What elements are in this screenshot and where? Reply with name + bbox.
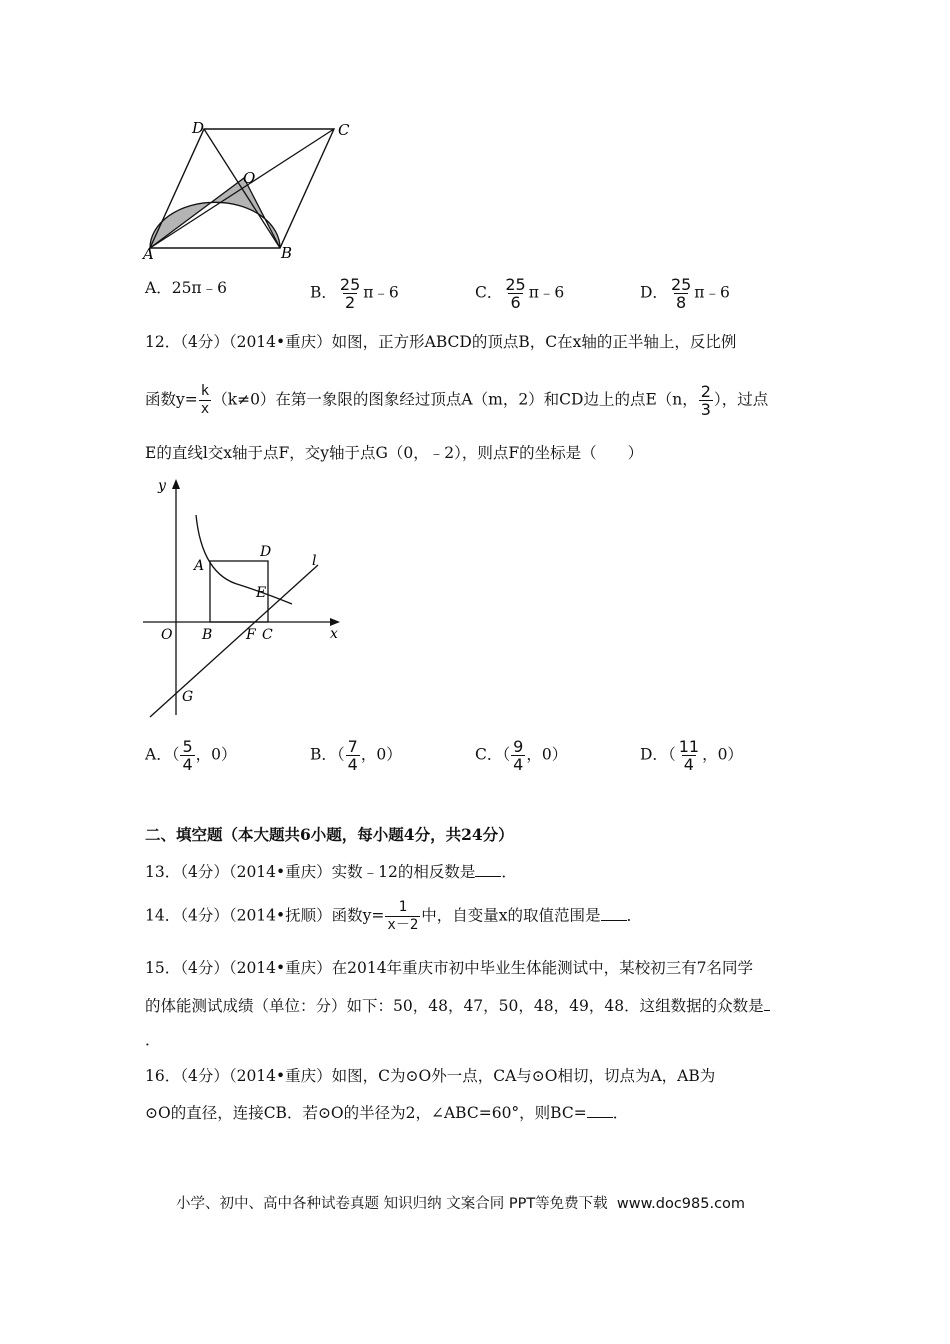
q11-label-a: A xyxy=(143,245,154,263)
q11-option-b-numerator: 25 xyxy=(339,275,361,294)
q12-option-b-numerator: 7 xyxy=(347,737,358,756)
q12-label-f: F xyxy=(246,627,256,643)
q12-label-x: x xyxy=(330,626,338,642)
q12-option-a-close: ，0） xyxy=(195,745,237,764)
q11-option-c-tail: π﹣6 xyxy=(528,283,565,302)
q13-text: 13．（4分）（2014•重庆）实数﹣12的相反数是 xyxy=(145,863,476,881)
q12-label-o: O xyxy=(161,627,173,643)
q12-option-c-close: ，0） xyxy=(526,745,568,764)
q11-label-c: C xyxy=(338,121,350,139)
q12-option-b-denominator: 4 xyxy=(347,755,358,774)
footer-site-link[interactable]: www.doc985.com xyxy=(616,1196,746,1212)
q14-numerator: 1 xyxy=(398,899,408,915)
q12-option-c[interactable] xyxy=(475,738,567,773)
q11-option-c-numerator: 25 xyxy=(505,275,526,294)
q12-option-d-open: （ xyxy=(667,745,676,764)
q12-line-1: 12．（4分）（2014•重庆）如图，正方形ABCD的顶点B，C在x轴的正半轴上，反比例 xyxy=(145,333,737,351)
q12-figure xyxy=(140,475,360,725)
q14-answer-blank[interactable] xyxy=(601,906,627,921)
q12-line-3: E的直线l交x轴于点F，交y轴于点G（0，﹣2），则点F的坐标是（ ） xyxy=(145,444,644,462)
q11-option-c-fraction xyxy=(503,276,527,311)
q12-line-2-part-b: （k≠0）在第一象限的图象经过顶点A（m，2）和CD边上的点E（n， xyxy=(212,390,698,409)
q11-option-b-fraction xyxy=(338,276,362,311)
q15-line-1: 15．（4分）（2014•重庆）在2014年重庆市初中毕业生体能测试中，某校初三有7名同学 xyxy=(145,959,753,977)
q12-option-d-fraction xyxy=(677,738,701,773)
q13 xyxy=(145,862,517,882)
q12-option-c-open: （ xyxy=(502,745,511,764)
q11-option-d-numerator: 25 xyxy=(670,275,692,294)
q11-option-a[interactable] xyxy=(145,278,227,298)
q12-label-y: y xyxy=(158,478,166,494)
q12-option-a-denominator: 4 xyxy=(182,755,193,774)
q12-option-a-numerator: 5 xyxy=(182,737,193,756)
q12-option-a-fraction xyxy=(180,738,194,773)
q12-fraction-x-denominator: x xyxy=(200,401,210,417)
q11-option-c[interactable] xyxy=(475,276,564,311)
q12-label-g: G xyxy=(182,689,194,705)
q12-option-b-letter: B． xyxy=(310,745,337,764)
q12-option-c-denominator: 4 xyxy=(513,755,524,774)
q12-option-b[interactable] xyxy=(310,738,402,773)
q12-label-l: l xyxy=(312,553,317,569)
q12-label-d: D xyxy=(260,544,272,560)
q12-option-d-denominator: 4 xyxy=(683,755,694,774)
q11-option-b-denominator: 2 xyxy=(344,293,356,312)
q16-end: ． xyxy=(612,1104,629,1122)
q14-text-b: 中，自变量x的取值范围是 xyxy=(421,906,601,925)
q11-option-d[interactable] xyxy=(640,276,730,311)
q11-shaded-region xyxy=(150,178,280,248)
q11-diagonal-bd xyxy=(204,129,280,248)
q12-label-c: C xyxy=(262,627,273,643)
q14-denominator: x－2 xyxy=(387,917,419,933)
q15-answer-blank[interactable] xyxy=(764,996,770,1011)
q14-fraction xyxy=(385,899,420,934)
q12-fraction-k-numerator: k xyxy=(200,383,210,399)
q12-fraction-two-thirds xyxy=(699,383,713,418)
q14-text-a: 14．（4分）（2014•抚顺）函数y= xyxy=(145,906,385,925)
q11-option-c-letter: C． xyxy=(475,283,503,302)
q11-option-b[interactable] xyxy=(310,276,399,311)
q15-line-3: ． xyxy=(145,1031,161,1049)
page-footer xyxy=(176,1192,745,1213)
q12-option-d-close: ，0） xyxy=(702,745,743,764)
q16-line-2-text: ⊙O的直径，连接CB．若⊙O的半径为2，∠ABC=60°，则BC= xyxy=(145,1104,587,1122)
q16-answer-blank[interactable] xyxy=(587,1103,613,1118)
q12-fraction-2-numerator: 2 xyxy=(700,382,711,401)
q12-x-axis-arrow xyxy=(330,618,340,626)
q12-label-a: A xyxy=(194,558,205,574)
q11-option-c-denominator: 6 xyxy=(510,293,521,312)
q12-label-b: B xyxy=(202,627,213,643)
q12-option-a-open: （ xyxy=(171,745,180,764)
q16-line-2 xyxy=(145,1103,628,1123)
q11-label-o: O xyxy=(243,169,256,187)
q16-line-1: 16．（4分）（2014•重庆）如图，C为⊙O外一点，CA与⊙O相切，切点为A，AB为 xyxy=(145,1067,716,1085)
q12-line-2-part-a: 函数y= xyxy=(145,390,198,409)
q11-option-a-expr: 25π﹣6 xyxy=(171,279,227,297)
q12-option-d-numerator: 11 xyxy=(678,737,700,756)
section-2-heading: 二、填空题（本大题共6小题，每小题4分，共24分） xyxy=(145,825,514,844)
q12-fraction-3-denominator: 3 xyxy=(700,400,711,419)
q12-line-2 xyxy=(145,383,768,418)
q12-y-axis-arrow xyxy=(172,479,180,489)
q13-answer-blank[interactable] xyxy=(475,862,501,877)
q11-option-d-fraction xyxy=(669,276,693,311)
q12-option-a[interactable] xyxy=(145,738,237,773)
q12-option-b-fraction xyxy=(346,738,360,773)
q11-option-a-letter: A． xyxy=(145,279,172,297)
q11-option-b-letter: B． xyxy=(310,283,337,302)
q12-option-b-close: ，0） xyxy=(360,745,402,764)
q11-label-b: B xyxy=(281,244,293,262)
q14 xyxy=(145,899,642,934)
q12-label-e: E xyxy=(256,585,267,601)
q11-label-d: D xyxy=(192,119,205,137)
q12-option-b-open: （ xyxy=(336,745,345,764)
q12-fraction-k-over-x xyxy=(199,383,211,418)
q12-option-d[interactable] xyxy=(640,738,743,773)
q12-option-c-fraction xyxy=(511,738,525,773)
q15-line-2 xyxy=(145,996,770,1016)
q12-line-l xyxy=(150,565,318,717)
q12-line-2-part-c: ），过点 xyxy=(713,390,769,409)
q15-line-2-text: 的体能测试成绩（单位：分）如下：50，48，47，50，48，49，48．这组数据的众数是 xyxy=(145,997,764,1015)
q11-option-d-tail: π﹣6 xyxy=(694,283,730,302)
q11-option-d-letter: D． xyxy=(640,283,668,302)
q11-option-b-tail: π﹣6 xyxy=(363,283,399,302)
q11-option-d-denominator: 8 xyxy=(676,293,687,312)
q12-option-c-letter: C． xyxy=(475,745,503,764)
q12-option-c-numerator: 9 xyxy=(513,737,524,756)
q12-option-d-letter: D． xyxy=(640,745,668,764)
q13-end: ． xyxy=(501,863,517,881)
q12-option-a-letter: A． xyxy=(145,745,172,764)
footer-text: 小学、初中、高中各种试卷真题 知识归纳 文案合同 PPT等免费下载 xyxy=(176,1196,608,1212)
q14-end: ． xyxy=(626,906,643,925)
q11-figure xyxy=(140,115,370,265)
